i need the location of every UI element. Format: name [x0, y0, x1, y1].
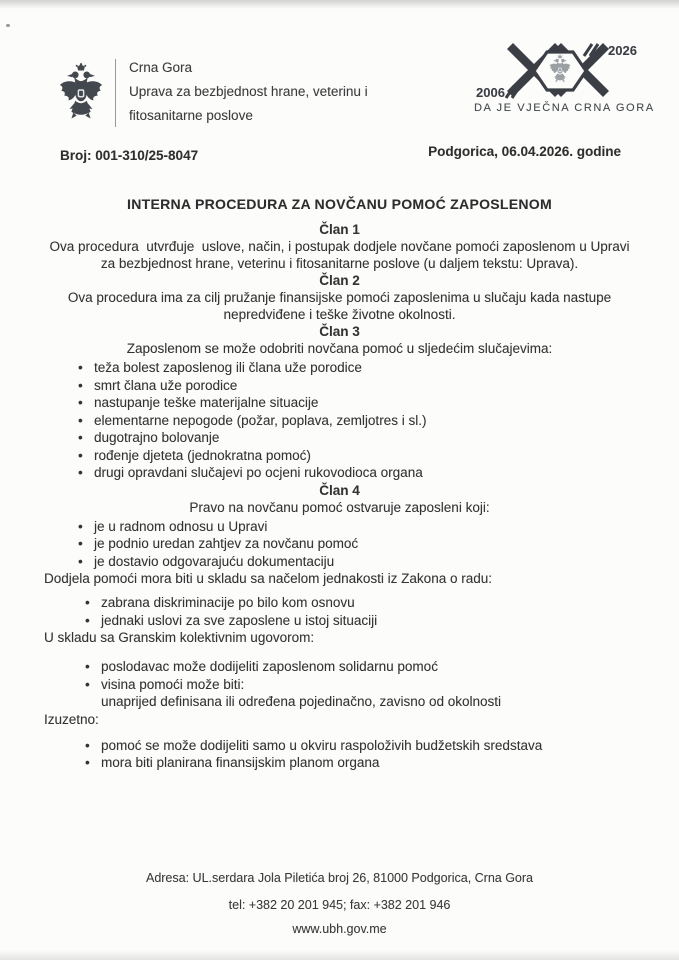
list-item: • rođenje djeteta (jednokratna pomoć) — [77, 447, 635, 465]
anniversary-end-year: 2026 — [608, 43, 637, 58]
article-3-list — [77, 359, 635, 482]
equality-intro: Dodjela pomoći mora biti u skladu sa načelom jednakosti iz Zakona o radu: — [44, 571, 492, 586]
list-item: • nastupanje teške materijalne situacije — [77, 394, 635, 412]
footer-website: www.ubh.gov.me — [292, 922, 387, 936]
department-line-1: Uprava za bezbjednost hrane, veterinu i — [129, 84, 368, 99]
footer-phone-fax: tel: +382 20 201 945; fax: +382 201 946 — [228, 898, 451, 912]
collective-agreement-intro: U skladu sa Granskim kolektivnim ugovorom: — [44, 630, 315, 645]
reference-row — [60, 144, 621, 163]
collective-agreement-list — [84, 658, 635, 711]
list-item: • mora biti planirana finansijskim planom organa — [84, 754, 635, 772]
article-3-intro: Zaposlenom se može odobriti novčana pomoć u sljedećim slučajevima: — [126, 341, 553, 356]
scan-speck — [6, 24, 10, 27]
list-item: • drugi opravdani slučajevi po ocjeni rukovodioca organa — [77, 464, 635, 482]
xx-anniversary-icon — [474, 42, 639, 100]
article-2-heading: Član 2 — [319, 273, 360, 288]
document-footer — [0, 869, 679, 936]
article-4-heading: Član 4 — [319, 482, 360, 498]
anniversary-start-year: 2006 — [476, 85, 505, 100]
list-item: • teža bolest zaposlenog ili člana uže porodice — [77, 359, 635, 377]
list-item: • visina pomoći može biti: unaprijed definisana ili određena pojedinačno, zavisno od okolnosti — [84, 676, 635, 711]
exception-intro: Izuzetno: — [44, 711, 99, 727]
list-item: • elementarne nepogode (požar, poplava, zemljotres i sl.) — [77, 412, 635, 430]
place-and-date: Podgorica, 06.04.2026. godine — [428, 144, 621, 159]
montenegro-coat-of-arms-icon — [57, 56, 105, 136]
article-3-heading: Član 3 — [319, 324, 360, 339]
anniversary-emblem — [474, 42, 655, 114]
exception-list — [84, 737, 635, 772]
letterhead — [57, 56, 368, 136]
document-body — [44, 221, 635, 772]
footer-address: Adresa: UL.serdara Jola Piletića broj 26, 81000 Podgorica, Crna Gora — [145, 871, 534, 885]
article-1-text: Ova procedura utvrđuje uslove, način, i postupak dodjele novčane pomoći zaposlenom u Upravi za bezbjednost hrane, veterinu i fitosanitarne poslove (u daljem tekstu: Uprava). — [49, 239, 634, 271]
department-line-2: fitosanitarne poslove — [129, 108, 253, 123]
article-1-heading: Član 1 — [319, 222, 360, 237]
article-4-intro: Pravo na novčanu pomoć ostvaruje zaposleni koji: — [189, 499, 490, 515]
article-4-list — [77, 518, 635, 571]
scan-artifact-top — [0, 0, 679, 9]
document-number: Broj: 001-310/25-8047 — [60, 148, 199, 163]
list-item: • dugotrajno bolovanje — [77, 429, 635, 447]
list-item: • poslodavac može dodijeliti zaposlenom solidarnu pomoć — [84, 658, 635, 676]
list-item: • jednaki uslovi za sve zaposlene u istoj situaciji — [84, 612, 635, 630]
list-item: • je dostavio odgovarajuću dokumentaciju — [77, 553, 635, 571]
list-item: • je u radnom odnosu u Upravi — [77, 518, 635, 536]
equality-list — [84, 594, 635, 629]
letterhead-divider — [115, 59, 116, 127]
list-item: • smrt člana uže porodice — [77, 377, 635, 395]
list-item: • je podnio uredan zahtjev za novčanu pomoć — [77, 535, 635, 553]
list-item: • zabrana diskriminacije po bilo kom osnovu — [84, 594, 635, 612]
list-item: • pomoć se može dodijeliti samo u okviru raspoloživih budžetskih sredstava — [84, 737, 635, 755]
scan-artifact-bottom — [0, 950, 679, 960]
country-name: Crna Gora — [129, 60, 193, 75]
list-item-continuation: unaprijed definisana ili određena pojedinačno, zavisno od okolnosti — [101, 694, 502, 709]
article-2-text: Ova procedura ima za cilj pružanje finansijske pomoći zaposlenima u slučaju kada nastupe nepredviđene i teške životne okolnosti. — [67, 290, 612, 322]
anniversary-slogan: DA JE VJEČNA CRNA GORA — [474, 102, 655, 114]
document-title: INTERNA PROCEDURA ZA NOVČANU POMOĆ ZAPOSLENOM — [127, 196, 552, 212]
institution-name-block — [129, 56, 368, 133]
